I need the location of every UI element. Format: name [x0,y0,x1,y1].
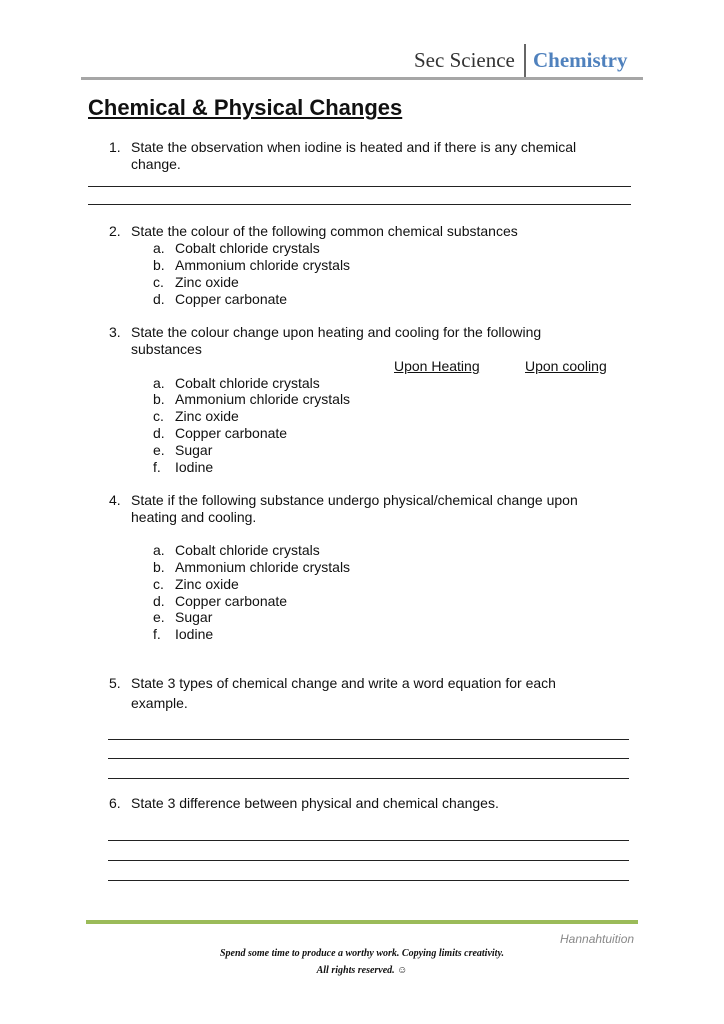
q2-item-letter: b. [153,257,165,273]
q3-item-text: Ammonium chloride crystals [175,391,351,407]
q3-text-line1: State the colour change upon heating and cooling for the following [131,324,542,340]
q4-item-text: Copper carbonate [175,593,288,609]
footer-rule [86,920,638,924]
q6-text: State 3 difference between physical and chemical changes. [131,795,499,811]
q4-text-line1: State if the following substance undergo physical/chemical change upon [131,492,578,508]
q5-text-line2: example. [131,695,188,711]
q4-item-letter: b. [153,559,165,575]
q3-item-letter: c. [153,408,164,424]
q5-text-line1: State 3 types of chemical change and write a word equation for each [131,675,556,691]
q3-col-cooling: Upon cooling [525,358,607,374]
q3-item-text: Iodine [175,459,214,475]
q2-number: 2. [109,223,121,239]
header-divider [524,44,526,78]
q3-col-heating: Upon Heating [394,358,480,374]
q2-item-text: Zinc oxide [175,274,239,290]
footer-rights: All rights reserved. ☺ [316,965,408,976]
q2-item-text: Cobalt chloride crystals [175,240,320,256]
q3-item-text: Cobalt chloride crystals [175,375,320,391]
q4-item-letter: f. [153,626,161,642]
q6-answer-line-3 [108,880,629,881]
q3-number: 3. [109,324,121,340]
q2-item-letter: a. [153,240,165,256]
q5-answer-line-1 [108,739,629,740]
q3-item-text: Zinc oxide [175,408,239,424]
q4-item-letter: a. [153,542,165,558]
q1-answer-line-2 [88,204,631,205]
q3-item-text: Copper carbonate [175,425,288,441]
q1-text-line2: change. [131,156,181,172]
q1-answer-line-1 [88,186,631,187]
q4-item-letter: d. [153,593,165,609]
q6-answer-line-2 [108,860,629,861]
q1-number: 1. [109,139,121,155]
footer-note: Spend some time to produce a worthy work. Copying limits creativity. [219,948,505,959]
q3-item-letter: b. [153,391,165,407]
q1-text-line1: State the observation when iodine is heated and if there is any chemical [131,139,577,155]
q3-item-text: Sugar [175,442,213,458]
q4-item-text: Cobalt chloride crystals [175,542,320,558]
q6-number: 6. [109,795,121,811]
q2-item-letter: d. [153,291,165,307]
q5-answer-line-3 [108,778,629,779]
header-brand: Sec Science [414,48,515,72]
q3-text-line2: substances [131,341,202,357]
q5-number: 5. [109,675,121,691]
q5-answer-line-2 [108,758,629,759]
q4-item-text: Zinc oxide [175,576,239,592]
q4-item-letter: c. [153,576,164,592]
q4-item-letter: e. [153,609,165,625]
q4-text-line2: heating and cooling. [131,509,257,525]
q4-item-text: Ammonium chloride crystals [175,559,351,575]
page-title: Chemical & Physical Changes [88,95,403,120]
q6-answer-line-1 [108,840,629,841]
q3-item-letter: d. [153,425,165,441]
footer-brand: Hannahtuition [560,932,635,946]
q2-text: State the colour of the following common chemical substances [131,223,518,239]
q2-item-text: Ammonium chloride crystals [175,257,351,273]
header-rule [81,77,643,80]
q2-item-letter: c. [153,274,164,290]
q3-item-letter: a. [153,375,165,391]
header-subject: Chemistry [533,48,628,72]
q3-item-letter: f. [153,459,161,475]
q4-item-text: Iodine [175,626,214,642]
q3-item-letter: e. [153,442,165,458]
q4-item-text: Sugar [175,609,213,625]
q2-item-text: Copper carbonate [175,291,288,307]
q4-number: 4. [109,492,121,508]
